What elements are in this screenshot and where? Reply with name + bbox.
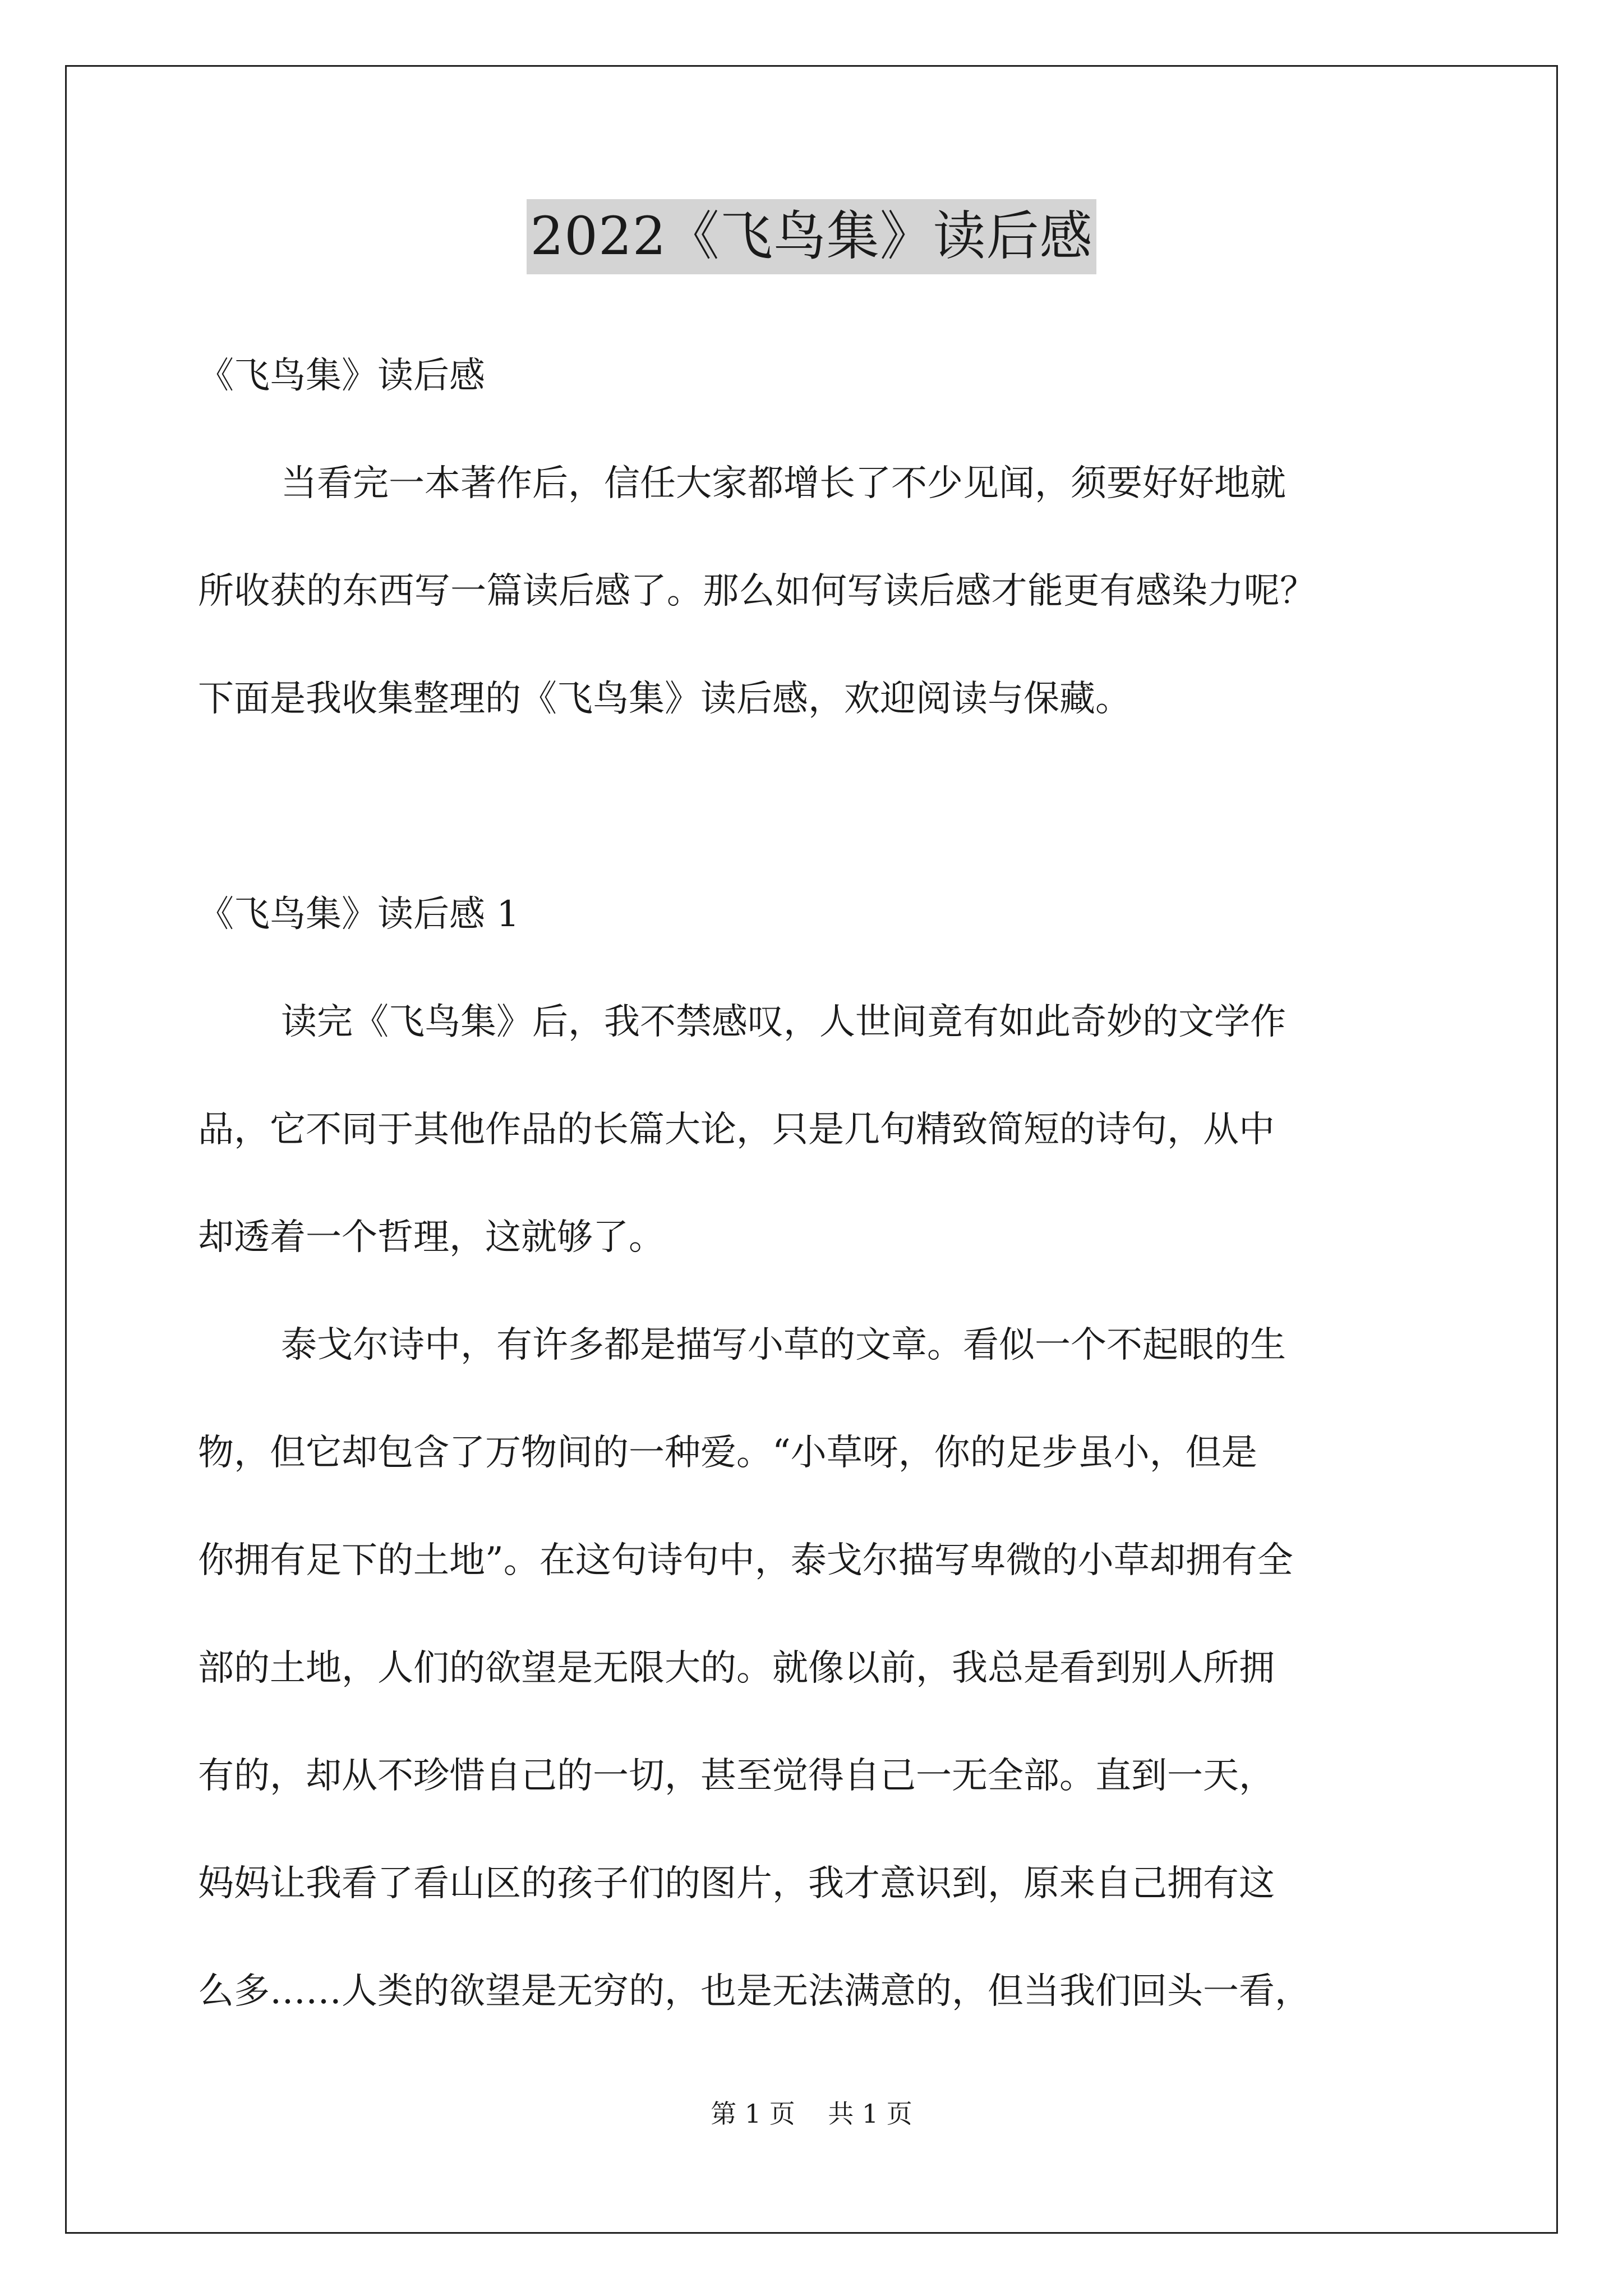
para2-line: 物，但它却包含了万物间的一种爱。“小草呀，你的足步虽小，但是	[198, 1432, 1257, 1474]
intro-line: 所收获的东西写一篇读后感了。那么如何写读后感才能更有感染力呢？	[198, 570, 1316, 612]
intro-line: 下面是我收集整理的《飞鸟集》读后感，欢迎阅读与保藏。	[198, 678, 1131, 720]
para2-line: 么多……人类的欲望是无穷的，也是无法满意的，但当我们回头一看，	[198, 1971, 1311, 2012]
intro-heading: 《飞鸟集》读后感	[198, 355, 485, 397]
para1-line: 却透着一个哲理，这就够了。	[198, 1217, 665, 1258]
para1-line: 品，它不同于其他作品的长篇大论，只是几句精致简短的诗句，从中	[198, 1109, 1275, 1151]
title-container	[0, 199, 1623, 274]
para2-line: 妈妈让我看了看山区的孩子们的图片，我才意识到，原来自己拥有这	[198, 1863, 1275, 1904]
para2-line: 泰戈尔诗中，有许多都是描写小草的文章。看似一个不起眼的生	[281, 1324, 1286, 1366]
para2-line: 部的土地，人们的欲望是无限大的。就像以前，我总是看到别人所拥	[198, 1648, 1275, 1689]
para1-line: 读完《飞鸟集》后，我不禁感叹，人世间竟有如此奇妙的文学作	[281, 1001, 1286, 1043]
para2-line: 有的，却从不珍惜自己的一切，甚至觉得自己一无全部。直到一天，	[198, 1755, 1275, 1797]
para2-line: 你拥有足下的土地”。在这句诗句中，泰戈尔描写卑微的小草却拥有全	[198, 1540, 1293, 1581]
section1-heading: 《飞鸟集》读后感 1	[198, 894, 520, 935]
page-number-footer: 第 1 页 共 1 页	[711, 2099, 912, 2129]
intro-line: 当看完一本著作后，信任大家都增长了不少见闻，须要好好地就	[281, 463, 1286, 504]
document-title: 2022《飞鸟集》读后感	[527, 199, 1096, 274]
